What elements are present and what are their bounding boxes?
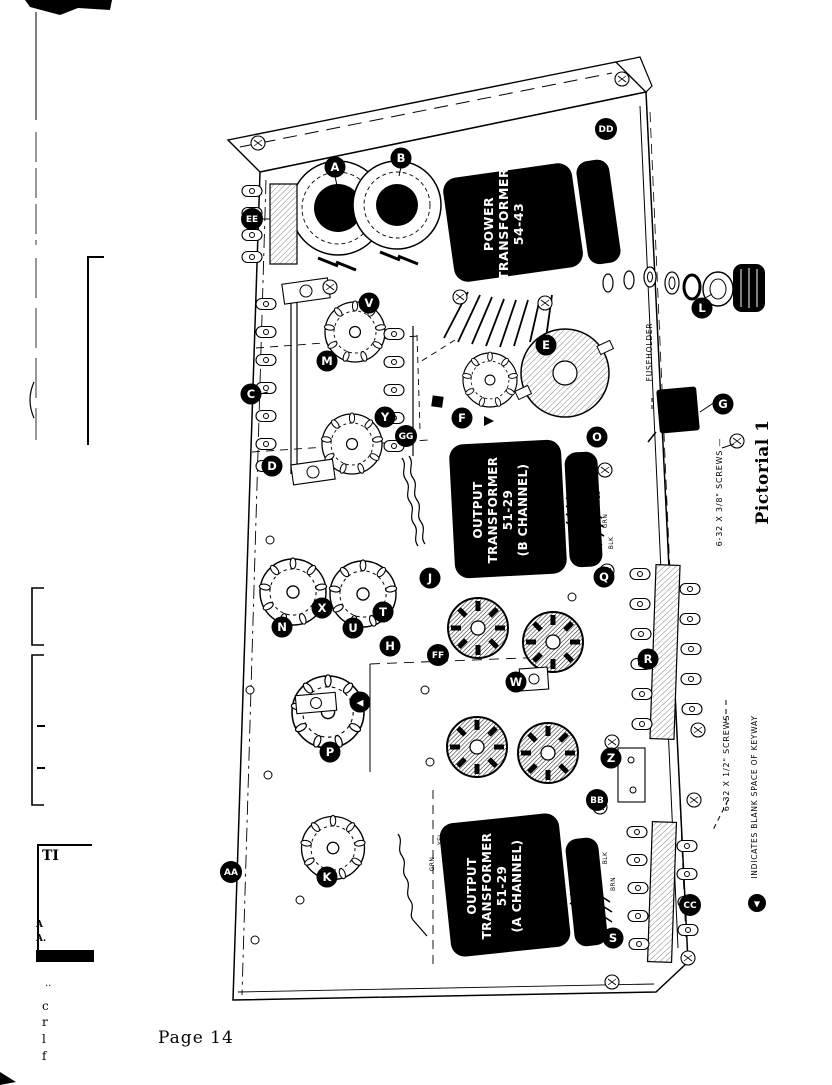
callout-M [317, 351, 338, 372]
svg-text:F: F [458, 411, 466, 425]
svg-text:BB: BB [590, 796, 604, 807]
callout-FF [427, 644, 449, 666]
svg-text:B: B [396, 151, 406, 165]
screws-1-2-label: 6-32 X 1/2" SCREWS [722, 714, 731, 812]
svg-text:M: M [321, 354, 333, 368]
svg-text:N: N [277, 620, 287, 634]
output-tube-socket [518, 723, 578, 783]
callout-DD [595, 118, 617, 140]
callout-BB [586, 789, 608, 811]
callout-O [587, 427, 608, 448]
callout-C [241, 384, 262, 405]
margin-fragment: c [42, 999, 49, 1013]
svg-text:Q: Q [599, 570, 609, 584]
svg-text:DD: DD [598, 125, 614, 136]
wire-label-grn: GRN [602, 513, 609, 529]
output-a-label: OUTPUT [465, 857, 479, 915]
svg-text:J: J [427, 571, 433, 585]
callout-Y [375, 407, 396, 428]
legend-dot-arrow: ▼ [753, 899, 761, 909]
callout-E [536, 335, 557, 356]
svg-text:X: X [317, 601, 327, 615]
power-transformer-label: POWER [481, 196, 496, 252]
svg-text:R: R [643, 652, 653, 666]
svg-text:A: A [330, 160, 340, 174]
callout-T [373, 602, 394, 623]
callout-F [452, 408, 473, 429]
svg-text:Y: Y [380, 410, 390, 424]
callout-W [506, 672, 527, 693]
output-tube-socket [447, 717, 507, 777]
callout-P [320, 742, 341, 763]
wire-label-brn: BRN [610, 877, 617, 891]
svg-text:S: S [608, 931, 618, 945]
power-transformer-label: TRANSFORMER [496, 167, 511, 281]
margin-fragment: .. [45, 978, 52, 989]
svg-text:C: C [246, 387, 256, 401]
svg-text:W: W [509, 675, 523, 689]
callout-X [312, 598, 333, 619]
svg-text:V: V [364, 296, 374, 310]
screws-3-8-label: 6-32 X 3/8" SCREWS — [715, 437, 724, 547]
callout-AA [220, 861, 242, 883]
svg-text:O: O [592, 430, 602, 444]
callout-H [380, 636, 401, 657]
margin-fragment: A. [36, 934, 47, 944]
wire-label-yel: YEL [591, 920, 598, 932]
svg-text:G: G [718, 397, 728, 411]
svg-text:GG: GG [398, 432, 414, 443]
output-tube-socket [448, 598, 508, 658]
svg-text:P: P [325, 745, 335, 759]
wire-label-org: ORG [598, 894, 605, 910]
wire-label-yel: YEL [437, 833, 444, 845]
output-b-label: 51-29 [501, 489, 515, 531]
keyway-legend-dot [748, 894, 766, 912]
svg-text:L: L [698, 301, 706, 315]
fuseholder-knob [703, 264, 765, 312]
margin-fragment: A [36, 920, 43, 930]
output-a-label: 51-29 [495, 865, 509, 907]
callout-CC [679, 894, 701, 916]
callout-K [317, 867, 338, 888]
svg-text:E: E [542, 338, 550, 352]
callout-EE [241, 208, 263, 230]
callout-B [391, 148, 412, 169]
margin-fragment: TI [42, 848, 59, 864]
svg-text:D: D [267, 459, 277, 473]
wire-label-grn: GRN [429, 856, 436, 872]
callout-Z [601, 748, 622, 769]
power-transformer-label: 54-43 [511, 202, 526, 246]
fuseholder-label: FUSEHOLDER [645, 322, 654, 382]
callout-◀ [350, 692, 371, 713]
margin-fragment: f [42, 1049, 47, 1063]
output-b-label: (B CHANNEL) [516, 463, 530, 557]
svg-text:EE: EE [245, 215, 259, 226]
callout-A [325, 157, 346, 178]
svg-text:T: T [379, 605, 387, 619]
callout-V [359, 293, 380, 314]
callout-GG [395, 425, 417, 447]
output-a-label: TRANSFORMER [480, 832, 494, 940]
scan-artifacts [0, 0, 112, 1085]
svg-text:◀: ◀ [356, 698, 364, 709]
svg-text:U: U [348, 621, 358, 635]
svg-text:CC: CC [683, 901, 697, 912]
keyway-legend: INDICATES BLANK SPACE OF KEYWAY [750, 715, 759, 879]
svg-text:AA: AA [224, 868, 238, 879]
callout-U [343, 618, 364, 639]
callout-R [638, 649, 659, 670]
output-tube-socket [523, 612, 583, 672]
svg-text:Z: Z [606, 751, 616, 765]
figure-caption: Pictorial 1 [753, 419, 773, 525]
callout-G [713, 394, 734, 415]
output-b-label: OUTPUT [471, 481, 485, 539]
output-b-label: TRANSFORMER [486, 456, 500, 564]
margin-fragment: l [42, 1032, 46, 1046]
page-number: Page 14 [158, 1028, 234, 1048]
callout-J [420, 568, 441, 589]
callout-S [603, 928, 624, 949]
callout-N [272, 617, 293, 638]
callout-L [692, 298, 713, 319]
wire-label-blk: BLK [608, 536, 615, 550]
wire-label-yel: YEL [595, 491, 602, 503]
svg-text:H: H [385, 639, 395, 653]
svg-text:K: K [322, 870, 332, 884]
callout-D [262, 456, 283, 477]
margin-fragment: r [42, 1015, 48, 1029]
output-a-label: (A CHANNEL) [510, 839, 524, 933]
callout-Q [594, 567, 615, 588]
wire-label-blk: BLK [602, 851, 609, 865]
svg-text:FF: FF [431, 651, 445, 662]
